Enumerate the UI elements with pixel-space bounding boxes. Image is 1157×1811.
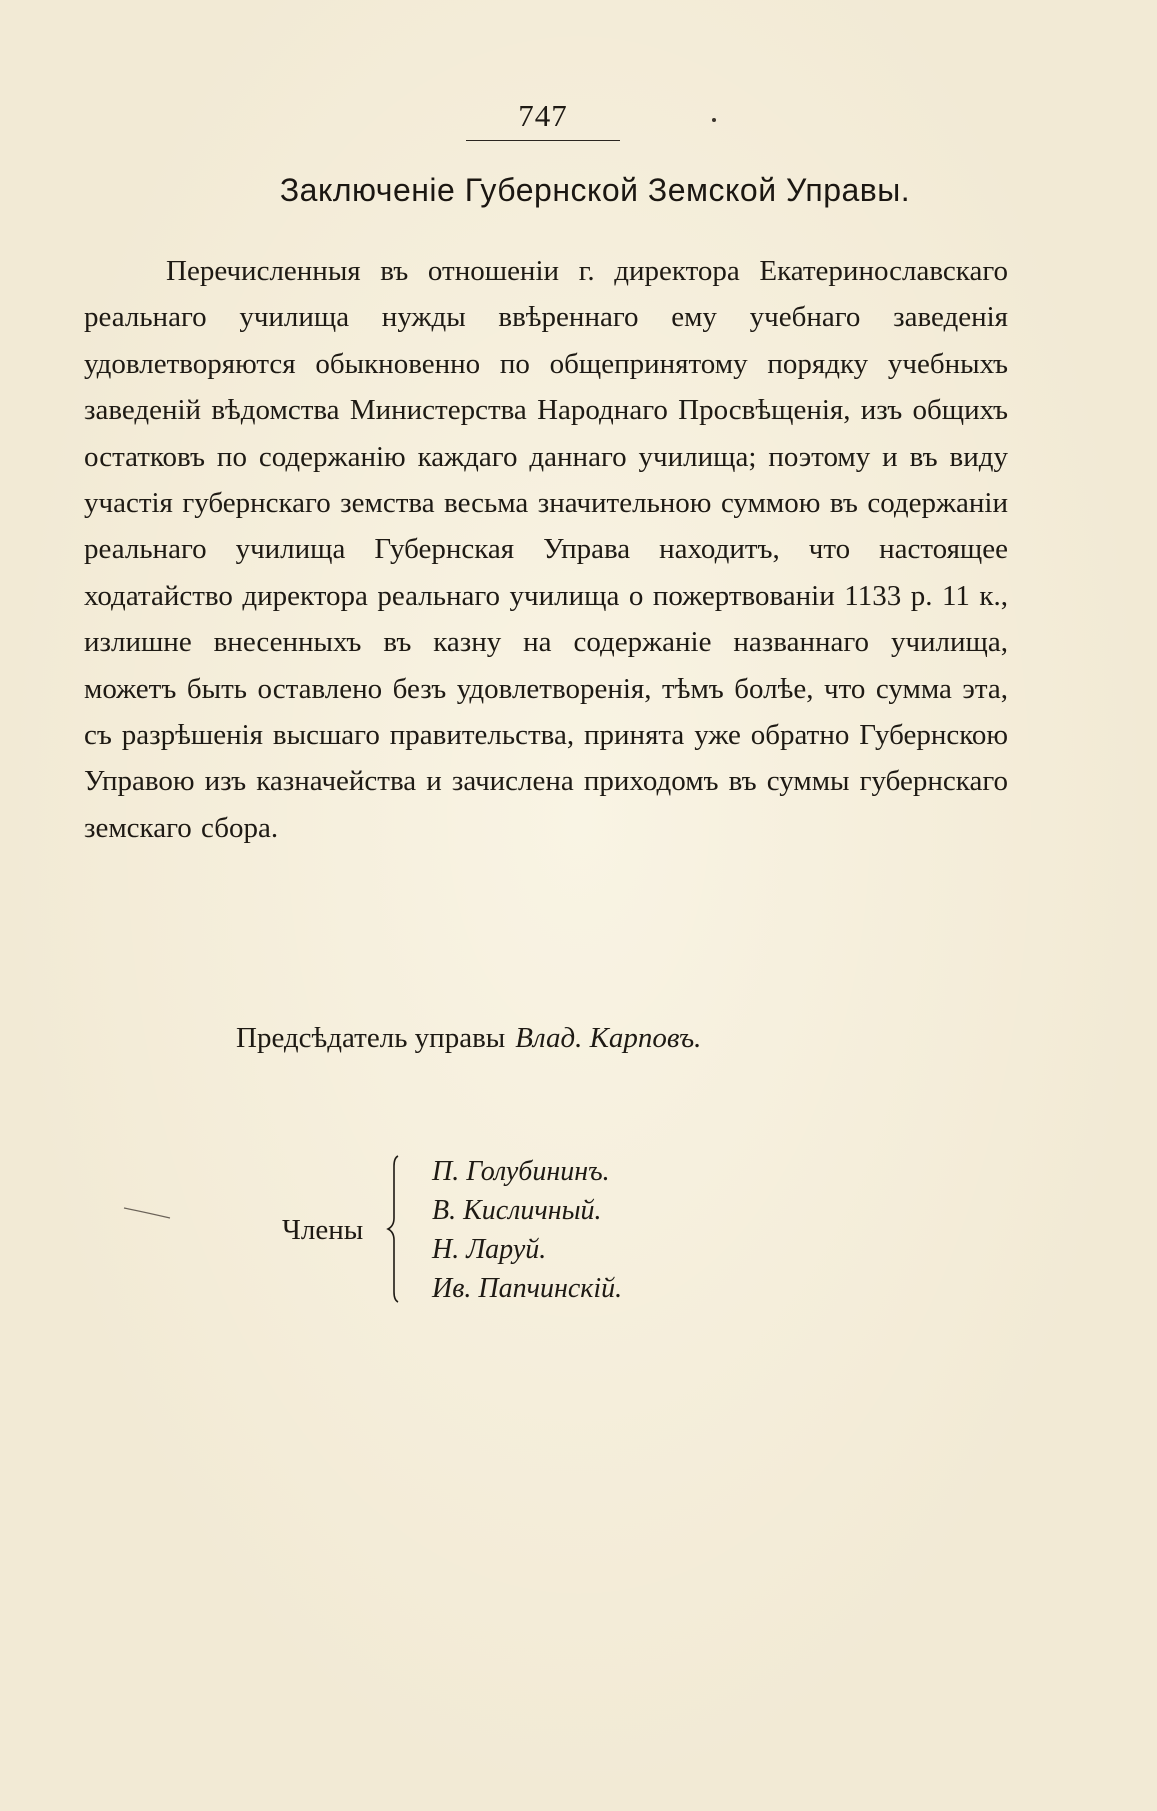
- member-name: Ив. Папчинскій.: [432, 1273, 623, 1304]
- page-number-rule: [466, 140, 620, 141]
- member-name: П. Голубининъ.: [432, 1156, 610, 1187]
- section-heading: Заключеніе Губернской Земской Управы.: [279, 172, 911, 208]
- body-paragraph: Перечисленныя въ отношеніи г. директора Екатеринославскаго реальнаго училища нужды ввѣреннаго ему учебнаго заведенія удовлетворяются обыкновенно по общепринятому порядку учебныхъ заведеній вѣдомства Министерства Народнаго Просвѣщенія, изъ общихъ остатковъ по содержанію каждаго даннаго училища; поэтому и въ виду участія губернскаго земства весьма значительною суммою въ содержаніи реальнаго училища Губернская Управа находитъ, что настоящее ходатайство директора реальнаго училища о пожертвованіи 1133 р. 11 к., излишне внесенныхъ въ казну на содержаніе названнаго училища, можетъ быть оставлено безъ удовлетворенія, тѣмъ болѣе, что сумма эта, съ разрѣшенія высшаго правительства, принята уже обратно Губернскою Управою изъ казначейства и зачислена приходомъ въ суммы губернскаго земскаго сбора.: [84, 255, 1008, 844]
- chairman-signature: Влад. Карповъ.: [515, 1022, 702, 1054]
- pencil-mark: [122, 1204, 172, 1220]
- member-name: В. Кисличный.: [432, 1195, 602, 1226]
- page-number: 747: [518, 98, 568, 133]
- member-name: Н. Ларуй.: [432, 1234, 547, 1265]
- print-speck: [712, 118, 716, 122]
- members-list: [432, 1152, 622, 1308]
- curly-brace: [384, 1154, 404, 1304]
- members-label: Члены: [282, 1214, 364, 1246]
- chairman-line: [236, 1022, 701, 1055]
- chairman-title: Предсѣдатель управы: [236, 1022, 506, 1054]
